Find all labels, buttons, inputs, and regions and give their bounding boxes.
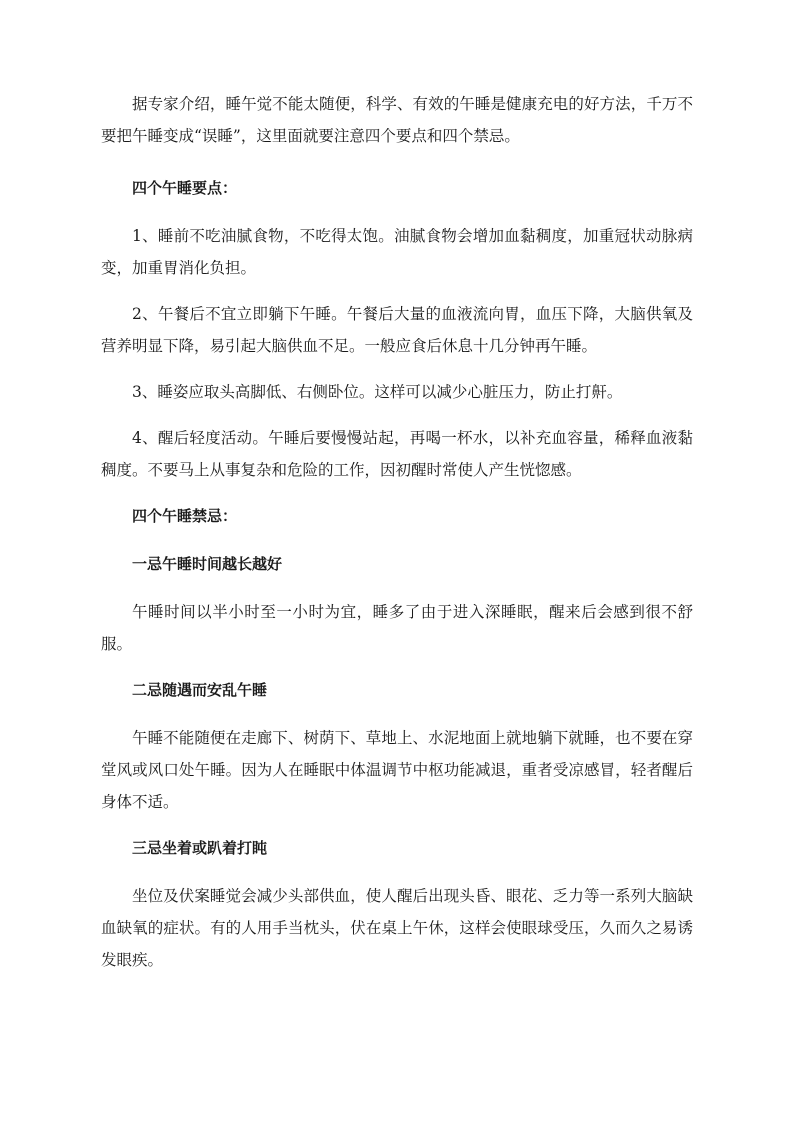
taboo-title-2: 二忌随遇而安乱午睡 bbox=[132, 681, 268, 699]
taboo-body-3: 坐位及伏案睡觉会减少头部供血，使人醒后出现头昏、眼花、乏力等一系列大脑缺血缺氧的症状。有的人用手当枕头，伏在桌上午休，这样会使眼球受压，久而久之易诱发眼疾。 bbox=[101, 887, 693, 969]
taboo-body-1: 午睡时间以半小时至一小时为宜，睡多了由于进入深睡眠，醒来后会感到很不舒服。 bbox=[101, 603, 693, 653]
point-item-3: 3、睡姿应取头高脚低、右侧卧位。这样可以减少心脏压力，防止打鼾。 bbox=[132, 383, 623, 401]
point-item-1: 1、睡前不吃油腻食物，不吃得太饱。油腻食物会增加血黏稠度，加重冠状动脉病变，加重胃消化负担。 bbox=[101, 227, 693, 277]
taboos-heading: 四个午睡禁忌： bbox=[132, 507, 238, 525]
point-item-4: 4、醒后轻度活动。午睡后要慢慢站起，再喝一杯水，以补充血容量，稀释血液黏稠度。不要马上从事复杂和危险的工作，因初醒时常使人产生恍惚感。 bbox=[101, 429, 693, 479]
intro-paragraph: 据专家介绍，睡午觉不能太随便，科学、有效的午睡是健康充电的好方法，千万不要把午睡变成“误睡”，这里面就要注意四个要点和四个禁忌。 bbox=[101, 95, 693, 145]
point-item-2: 2、午餐后不宜立即躺下午睡。午餐后大量的血液流向胃，血压下降，大脑供氧及营养明显下降，易引起大脑供血不足。一般应食后休息十几分钟再午睡。 bbox=[101, 305, 693, 355]
points-heading: 四个午睡要点： bbox=[132, 179, 238, 197]
taboo-body-2: 午睡不能随便在走廊下、树荫下、草地上、水泥地面上就地躺下就睡，也不要在穿堂风或风口处午睡。因为人在睡眠中体温调节中枢功能减退，重者受凉感冒，轻者醒后身体不适。 bbox=[101, 729, 693, 811]
taboo-title-3: 三忌坐着或趴着打盹 bbox=[132, 839, 268, 857]
taboo-title-1: 一忌午睡时间越长越好 bbox=[132, 555, 283, 573]
document-body bbox=[101, 88, 693, 990]
